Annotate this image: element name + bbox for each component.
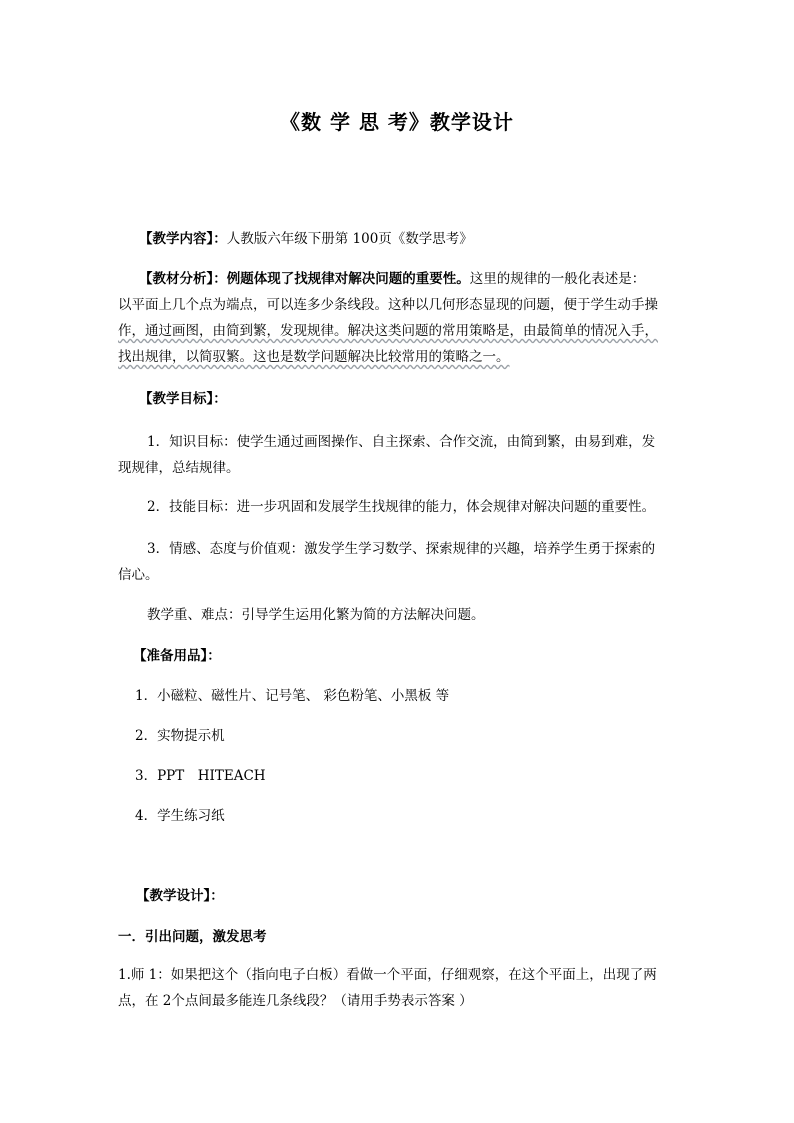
analysis-label: 【教材分析】：	[139, 271, 227, 287]
goal-3-line-2: 信心。	[118, 567, 159, 583]
goal-1-line-2: 现规律，总结规律。	[118, 460, 240, 476]
teaching-content-line	[139, 230, 473, 248]
material-item-4: 4．学生练习纸	[135, 808, 225, 824]
material-item-2: 2．实物提示机	[135, 728, 225, 744]
goal-2: 2．技能目标：进一步巩固和发展学生找规律的能力，体会规律对解决问题的重要性。	[147, 499, 656, 515]
teaching-content-text: 人教版六年级下册第 100页《数学思考》	[226, 231, 473, 247]
document-title: 《数 学 思 考》教学设计	[280, 110, 514, 134]
paragraph-1-line-1: 1.师 1：如果把这个（指向电子白板）看做一个平面，仔细观察，在这个平面上，出现了两	[118, 967, 657, 983]
materials-label: 【准备用品】：	[133, 648, 221, 664]
material-item-1: 1．小磁粒、磁性片、记号笔、 彩色粉笔、小黑板 等	[135, 688, 450, 704]
analysis-line-2: 以平面上几个点为端点，可以连多少条线段。这种以几何形态显现的问题，便于学生动手操	[118, 297, 658, 313]
key-points: 教学重、难点：引导学生运用化繁为简的方法解决问题。	[147, 607, 485, 623]
analysis-line-4: 找出规律，以简驭繁。这也是数学问题解决比较常用的策略之一。	[118, 349, 510, 365]
design-label: 【教学设计】：	[136, 888, 224, 904]
teaching-content-label: 【教学内容】：	[139, 231, 227, 247]
analysis-line-3: 作，通过画图，由简到繁，发现规律。解决这类问题的常用策略是，由最简单的情况入手，	[118, 323, 658, 339]
material-item-3: 3．PPT HITEACH	[135, 768, 266, 784]
goal-3-line-1: 3．情感、态度与价值观：激发学生学习数学、探索规律的兴趣，培养学生勇于探索的	[147, 541, 656, 557]
analysis-bold-text: 例题体现了找规律对解决问题的重要性。	[226, 271, 470, 287]
section-1-heading: 一．引出问题，激发思考	[118, 929, 267, 945]
analysis-line1-rest: 这里的规律的一般化表述是：	[469, 271, 646, 287]
goals-label: 【教学目标】：	[139, 391, 227, 407]
paragraph-1-line-2: 点，在 2个点间最多能连几条线段？（请用手势表示答案 ）	[118, 993, 473, 1009]
analysis-line-1	[139, 270, 645, 288]
goal-1-line-1: 1．知识目标：使学生通过画图操作、自主探索、合作交流，由简到繁，由易到难，发	[147, 434, 656, 450]
